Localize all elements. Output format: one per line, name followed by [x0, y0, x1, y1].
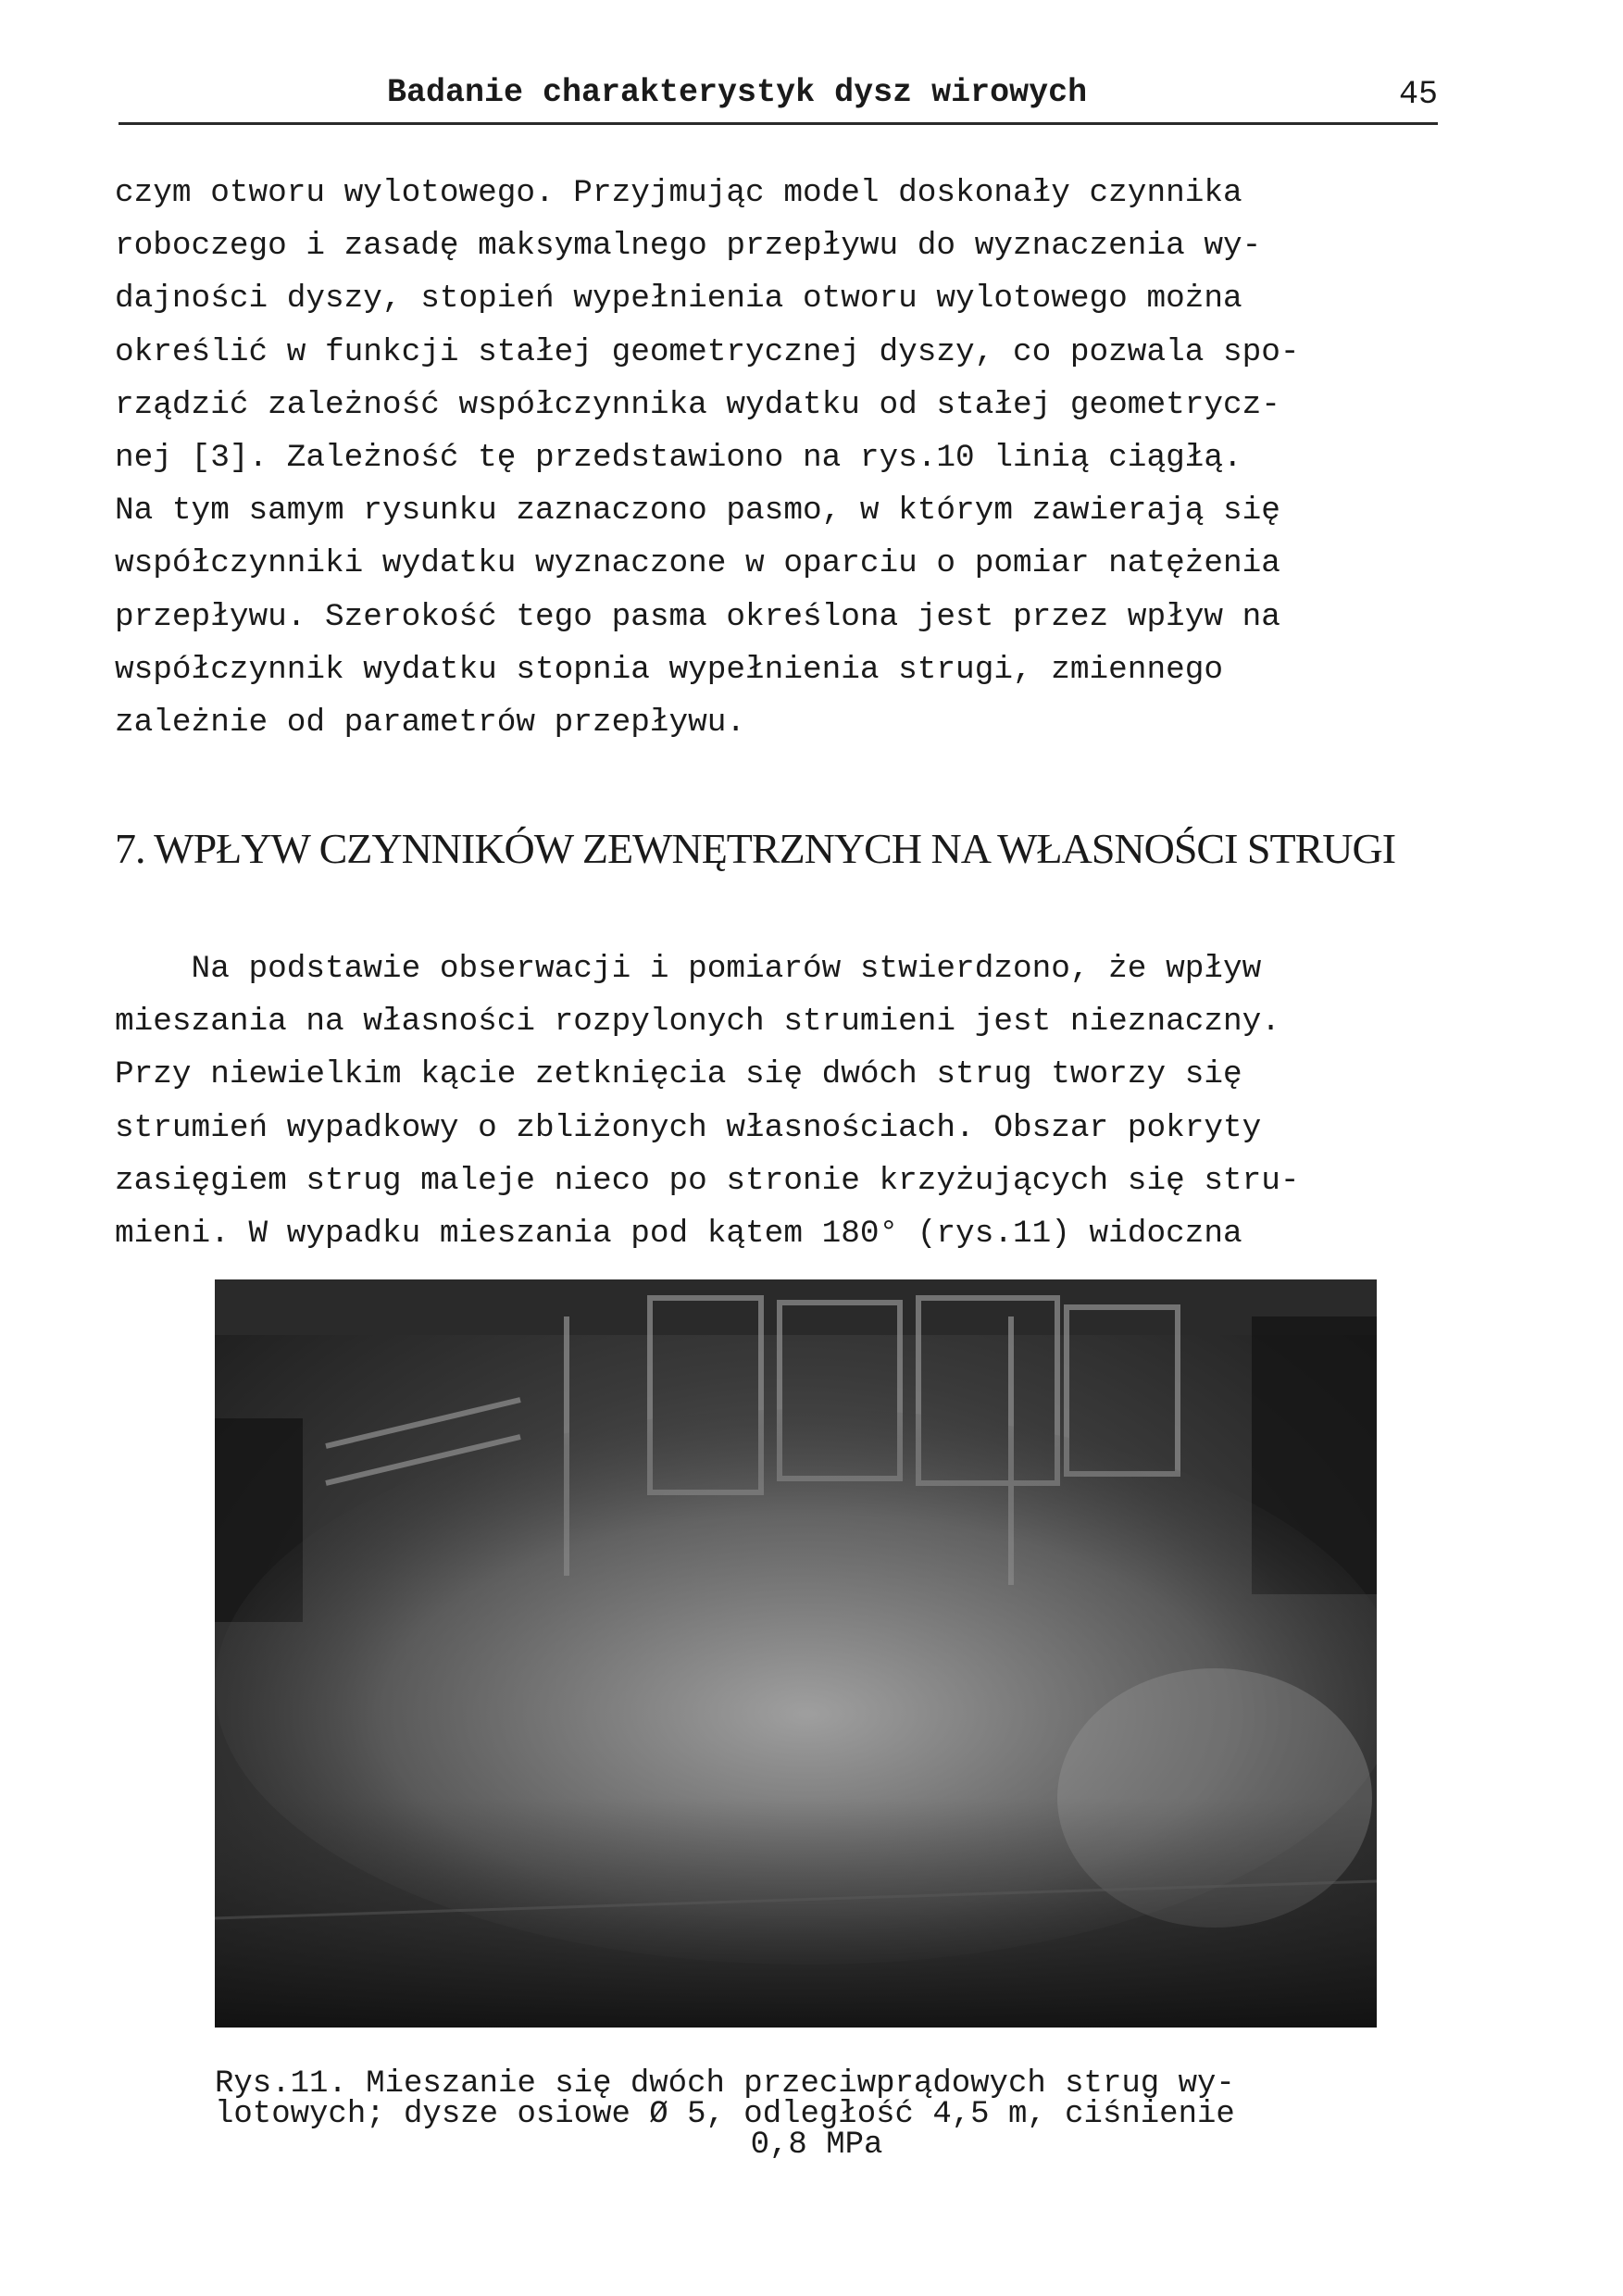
text-line: określić w funkcji stałej geometrycznej dyszy, co pozwala spo-	[115, 333, 1300, 370]
text-line: zależnie od parametrów przepływu.	[115, 705, 746, 742]
paragraph-1	[115, 167, 1448, 749]
figure-caption	[215, 2066, 1418, 2163]
text-line: dajności dyszy, stopień wypełnienia otworu wylotowego można	[115, 281, 1242, 318]
text-line: przepływu. Szerokość tego pasma określona jest przez wpływ na	[115, 598, 1280, 635]
text-line: nej [3]. Zależność tę przedstawiono na rys.10 linią ciągłą.	[115, 440, 1242, 477]
running-header	[119, 65, 1438, 125]
text-line: rządzić zależność współczynnika wydatku od stałej geometrycz-	[115, 386, 1280, 423]
text-line: mieni. W wypadku mieszania pod kątem 180° (rys.11) widoczna	[115, 1216, 1242, 1253]
figure-photo	[215, 1279, 1377, 2028]
running-title: Badanie charakterystyk dysz wirowych	[387, 74, 1088, 111]
text-line: roboczego i zasadę maksymalnego przepływu do wyznaczenia wy-	[115, 228, 1262, 265]
text-line: czym otworu wylotowego. Przyjmując model doskonały czynnika	[115, 175, 1242, 211]
text-line: Przy niewielkim kącie zetknięcia się dwóch strug tworzy się	[115, 1056, 1242, 1093]
caption-line: Rys.11. Mieszanie się dwóch przeciwprądowych strug wy-	[215, 2066, 1235, 2102]
photo-spray-scene	[215, 1279, 1377, 2028]
paragraph-2	[115, 942, 1448, 1260]
text-line: współczynniki wydatku wyznaczone w oparciu o pomiar natężenia	[115, 545, 1280, 582]
page-number: 45	[1398, 76, 1438, 113]
section-heading: 7. WPŁYW CZYNNIKÓW ZEWNĘTRZNYCH NA WŁASNOŚCI STRUGI	[115, 825, 1396, 872]
text-line: zasięgiem strug maleje nieco po stronie krzyżujących się stru-	[115, 1162, 1300, 1199]
text-line: strumień wypadkowy o zbliżonych własnościach. Obszar pokryty	[115, 1109, 1262, 1146]
text-line: Na podstawie obserwacji i pomiarów stwierdzono, że wpływ	[115, 951, 1262, 987]
caption-line: 0,8 MPa	[750, 2128, 883, 2163]
text-line: Na tym samym rysunku zaznaczono pasmo, w którym zawierają się	[115, 493, 1280, 530]
text-line: mieszania na własności rozpylonych strumieni jest nieznaczny.	[115, 1004, 1280, 1041]
text-line: współczynnik wydatku stopnia wypełnienia strugi, zmiennego	[115, 651, 1223, 688]
caption-line: lotowych; dysze osiowe Ø 5, odległość 4,5 m, ciśnienie	[215, 2097, 1235, 2132]
